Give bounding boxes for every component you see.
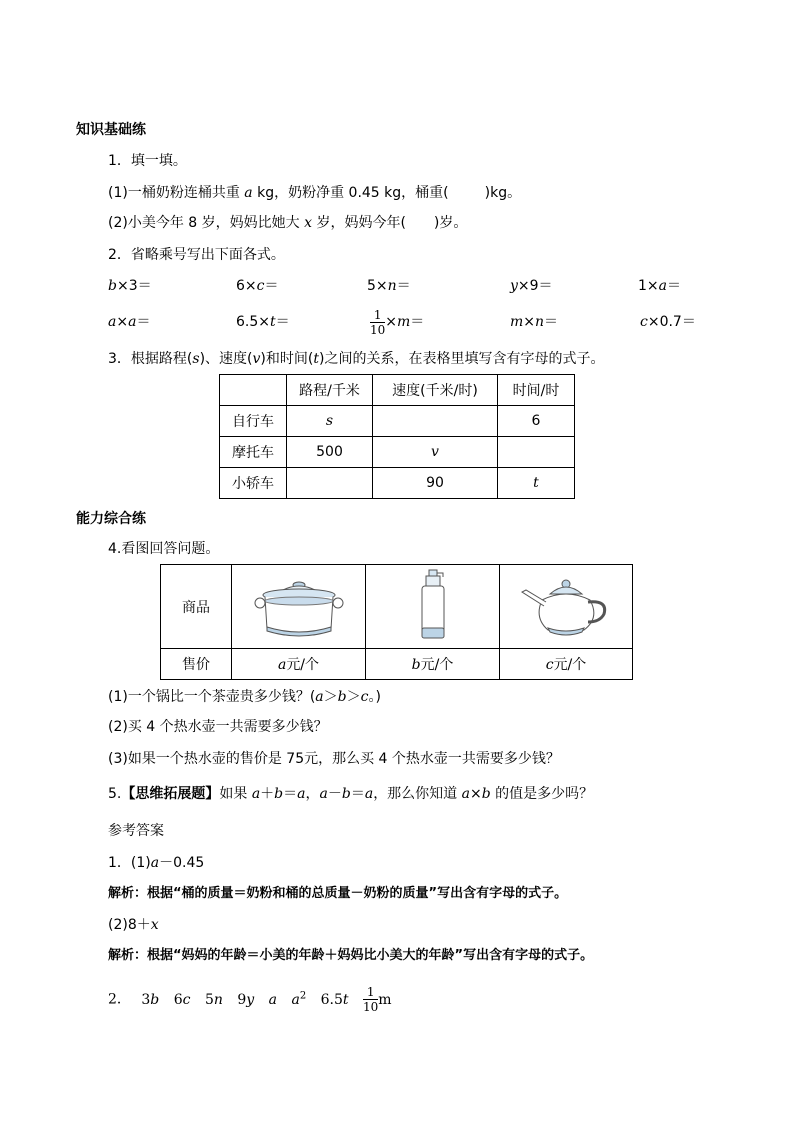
table-row xyxy=(161,649,633,680)
table-cell: 摩托车 xyxy=(220,437,287,468)
thermos-cell xyxy=(366,565,500,649)
pot-icon xyxy=(249,569,349,641)
table-cell: 6 xyxy=(498,406,575,437)
table-row xyxy=(220,437,575,468)
q2-expr-6: a×a＝ xyxy=(108,314,151,330)
q2-expr-2: 6×c＝ xyxy=(236,278,279,294)
q2-expr-3: 5×n＝ xyxy=(367,278,411,294)
table-header-cell: 时间/时 xyxy=(498,375,575,406)
table-cell: t xyxy=(498,468,575,499)
q5: 5.【思维拓展题】如果 a＋b＝a，a－b＝a，那么你知道 a×b 的值是多少吗？ xyxy=(108,786,594,802)
goods-label: 商品 xyxy=(161,565,232,649)
table-cell xyxy=(287,468,373,499)
section-ability: 能力综合练 xyxy=(76,511,146,527)
q1-title: 1．填一填。 xyxy=(108,153,187,169)
answer-1-2: (2)8＋x xyxy=(108,917,159,933)
pot-cell xyxy=(232,565,366,649)
section-answers: 参考答案 xyxy=(108,823,164,839)
q4-title: 4.看图回答问题。 xyxy=(108,541,220,557)
q4-part3: (3)如果一个热水壶的售价是 75元，那么买 4 个热水壶一共需要多少钱？ xyxy=(108,751,560,767)
q2-title: 2．省略乘号写出下面各式。 xyxy=(108,247,285,263)
table-cell xyxy=(498,437,575,468)
table-cell: 自行车 xyxy=(220,406,287,437)
answer-2: 2． 3b 6c 5n 9y a $a^2$ 6.5t $\frac{1}{10}$ m xyxy=(108,985,392,1015)
answer-1-2-explanation: 解析：根据“妈妈的年龄＝小美的年龄＋妈妈比小美大的年龄”写出含有字母的式子。 xyxy=(108,948,594,963)
q2-expr-1: b×3＝ xyxy=(108,278,152,294)
table-header-cell: 路程/千米 xyxy=(287,375,373,406)
q2-expr-4: y×9＝ xyxy=(510,278,553,294)
price-cell-pot: a元/个 xyxy=(232,649,366,680)
q2-expr-5: 1×a＝ xyxy=(638,278,681,294)
table-cell: s xyxy=(287,406,373,437)
table-row xyxy=(220,468,575,499)
table-header-cell xyxy=(220,375,287,406)
table-cell xyxy=(373,406,498,437)
table-header-cell: 速度(千米/时) xyxy=(373,375,498,406)
q4-part2: (2)买 4 个热水壶一共需要多少钱？ xyxy=(108,719,328,735)
q1-part2: (2)小美今年 8 岁，妈妈比她大 x 岁，妈妈今年( )岁。 xyxy=(108,215,468,231)
table-cell: v xyxy=(373,437,498,468)
teapot-cell xyxy=(500,565,633,649)
q3-title: 3．根据路程(s)、速度(v)和时间(t)之间的关系，在表格里填写含有字母的式子。 xyxy=(108,351,605,367)
q4-part1: (1)一个锅比一个茶壶贵多少钱？(a＞b＞c。) xyxy=(108,689,381,705)
q2-expr-8: $\frac{1}{10}$ ×m＝ xyxy=(370,307,425,337)
q4-table xyxy=(160,564,633,680)
answer-1-1: 1．(1)a－0.45 xyxy=(108,855,205,871)
section-basics: 知识基础练 xyxy=(76,122,146,138)
q3-table xyxy=(219,374,575,499)
q2-expr-9: m×n＝ xyxy=(510,314,559,330)
q2-expr-10: c×0.7＝ xyxy=(640,314,696,330)
table-cell: 500 xyxy=(287,437,373,468)
price-cell-teapot: c元/个 xyxy=(500,649,633,680)
answer-1-1-explanation: 解析：根据“桶的质量＝奶粉和桶的总质量－奶粉的质量”写出含有字母的式子。 xyxy=(108,886,568,901)
q2-expr-7: 6.5×t＝ xyxy=(236,314,290,330)
q1-part1: (1)一桶奶粉连桶共重 a kg，奶粉净重 0.45 kg，桶重( )kg。 xyxy=(108,185,522,201)
price-cell-thermos: b元/个 xyxy=(366,649,500,680)
teapot-icon xyxy=(516,570,616,640)
price-label: 售价 xyxy=(161,649,232,680)
table-row xyxy=(220,406,575,437)
table-cell: 小轿车 xyxy=(220,468,287,499)
table-cell: 90 xyxy=(373,468,498,499)
thermos-icon xyxy=(413,568,453,642)
